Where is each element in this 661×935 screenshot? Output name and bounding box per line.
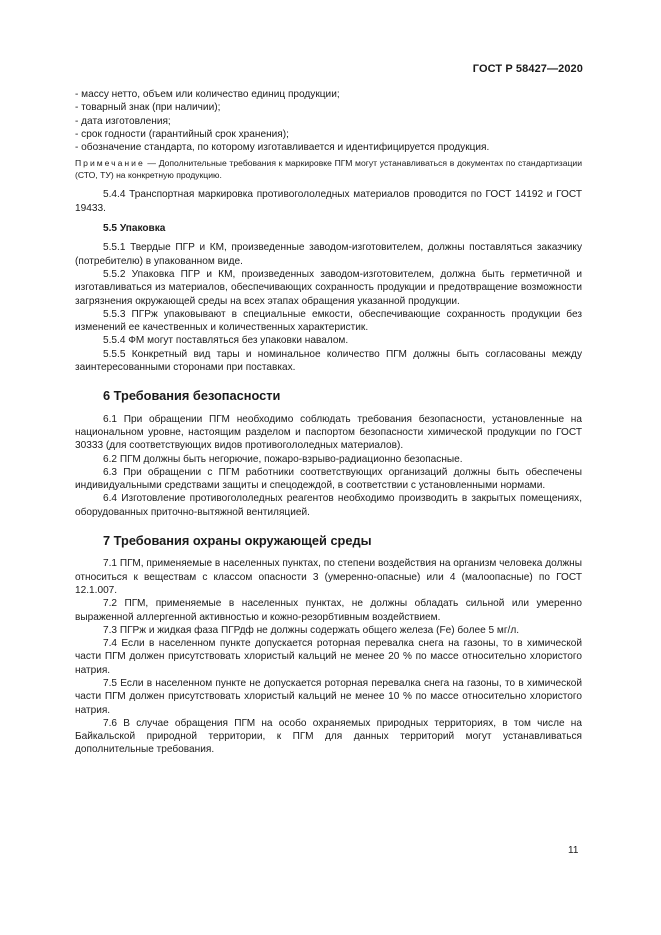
section-5-5-title: 5.5 Упаковка <box>103 223 166 235</box>
paragraph: 6.4 Изготовление противогололедных реагентов необходимо производить в закрытых помещениях, оборудованных приточно-вытяжной вентиляцией. <box>75 493 582 518</box>
paragraph: 7.3 ПГРж и жидкая фаза ПГРдф не должны содержать общего железа (Fe) более 5 мг/л. <box>103 624 520 636</box>
paragraph: 7.4 Если в населенном пункте допускается роторная перевалка снега на газоны, то в химической части ПГМ должен присутствовать хлористый кальций не менее 20 % по массе относительно хлористого натрия. <box>75 638 582 676</box>
paragraph: 5.5.3 ПГРж упаковывают в специальные емкости, обеспечивающие сохранность продукции без изменений ее качественных и количественных характеристик. <box>75 308 582 334</box>
paragraph: 5.5.1 Твердые ПГР и КМ, произведенные заводом-изготовителем, должны поставляться заказчику (потребителю) в упакованном виде. <box>75 242 582 267</box>
paragraph: 6.2 ПГМ должны быть негорючие, пожаро-взрыво-радиационно безопасные. <box>103 453 463 465</box>
paragraph: 6.3 При обращении с ПГМ работники соответствующих организаций должны быть обеспечены индивидуальными средствами защиты и спецодеждой, в соответствии с установленными нормами. <box>75 466 582 492</box>
paragraph: 7.1 ПГМ, применяемые в населенных пунктах, по степени воздействия на организм человека должны относиться к веществам с классом опасности 3 (умеренно-опасные) или 4 (малоопасные) по ГОСТ 12.1.007. <box>75 558 582 596</box>
note-text: — Дополнительные требования к маркировке ПГМ могут устанавливаться в документах по стандартизации (СТО, ТУ) на конкретную продукцию. <box>75 158 582 181</box>
list-item: - массу нетто, объем или количество единиц продукции; <box>75 88 582 101</box>
list-item: - срок годности (гарантийный срок хранения); <box>75 128 582 141</box>
page-content <box>75 88 582 757</box>
note-label: Примечание <box>75 158 145 169</box>
list-item: - обозначение стандарта, по которому изготавливается и идентифицируется продукция. <box>75 141 582 154</box>
paragraph: 6.1 При обращении ПГМ необходимо соблюдать требования безопасности, установленные на национальном уровне, настоящим разделом и паспортом безопасности химической продукции по ГОСТ 30333 (для соответствующих видов противогололедных материалов). <box>75 413 582 452</box>
paragraph-5-4-4: 5.4.4 Транспортная маркировка противогололедных материалов проводится по ГОСТ 14192 и ГОСТ 19433. <box>75 189 582 214</box>
section-6-title: 6 Требования безопасности <box>103 388 281 404</box>
paragraph: 7.2 ПГМ, применяемые в населенных пунктах, не должны обладать сильной или умеренно выраженной аллергенной активностью и кожно-резорбтивным воздействием. <box>75 598 582 623</box>
standard-designation: ГОСТ Р 58427—2020 <box>472 63 583 75</box>
paragraph: 5.5.5 Конкретный вид тары и номинальное количество ПГМ должны быть согласованы между заинтересованными сторонами при поставках. <box>75 348 582 374</box>
section-7-title: 7 Требования охраны окружающей среды <box>103 533 372 549</box>
page-number: 11 <box>568 845 579 856</box>
paragraph: 7.5 Если в населенном пункте не допускается роторная перевалка снега на газоны, то в химической части ПГМ должен присутствовать хлористый кальций не менее 10 % по массе относительно хлористого натрия. <box>75 677 582 716</box>
list-item: - товарный знак (при наличии); <box>75 101 582 114</box>
paragraph: 5.5.2 Упаковка ПГР и КМ, произведенных заводом-изготовителем, должна быть герметичной и изготавливаться из материалов, обеспечивающих сохранность продукции и предотвращение возможности загрязнения окружающей среды на всех этапах обращения указанной продукции. <box>75 268 582 307</box>
paragraph: 5.5.4 ФМ могут поставляться без упаковки навалом. <box>103 335 349 347</box>
list-item: - дата изготовления; <box>75 115 582 128</box>
paragraph: 7.6 В случае обращения ПГМ на особо охраняемых природных территориях, в том числе на Байкальской природной территории, к ПГМ для данных территорий могут устанавливаться дополнительные требования. <box>75 717 582 756</box>
marking-list <box>75 88 582 154</box>
note <box>75 157 582 181</box>
